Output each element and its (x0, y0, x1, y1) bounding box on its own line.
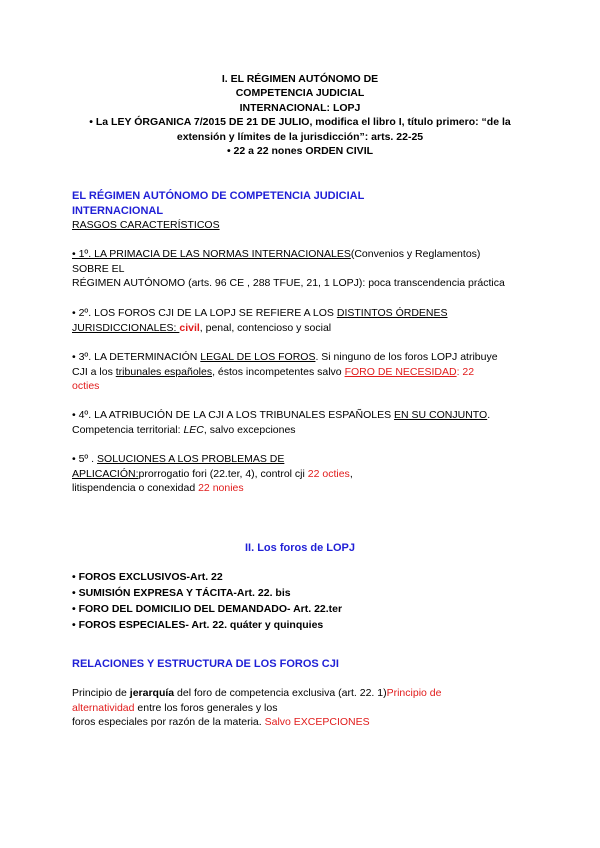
section-title-foros: II. Los foros de LOPJ (244, 542, 356, 554)
p6-text-a: Principio de (72, 687, 130, 699)
p3-text-a: • 3º. LA DETERMINACIÓN (72, 351, 201, 363)
p3-red-22: : 22 (456, 365, 475, 378)
header-line-3: INTERNACIONAL: LOPJ (239, 101, 361, 114)
p2-rest: , penal, contencioso y social (199, 321, 332, 334)
section-subtitle (72, 218, 532, 233)
foros-list (72, 569, 342, 633)
paragraph-6 (72, 686, 532, 730)
p3-underlined-2: tribunales españoles, (115, 365, 215, 378)
p5-red-nonies: 22 nonies (198, 482, 244, 494)
paragraph-5 (72, 452, 532, 496)
p5-text-c: , (349, 467, 353, 480)
p1-underlined: • 1º. LA PRIMACIA DE LAS NORMAS INTERNACIONALES (72, 248, 351, 260)
p1-line-3: RÉGIMEN AUTÓNOMO (arts. 96 CE , 288 TFUE, 21, 1 LOPJ): poca transcendencia práctica (72, 277, 505, 289)
p5-text-d: litispendencia o conexidad (72, 482, 199, 494)
p3-text-d: éstos incompetentes salvo (215, 365, 345, 378)
list-item: • SUMISIÓN EXPRESA Y TÁCITA-Art. 22. bis (72, 587, 291, 599)
p2-text: • 2º. LOS FOROS CJI DE LA LOPJ SE REFIERE A LOS (72, 307, 337, 319)
p1-text: (Convenios y Reglamentos) (350, 248, 481, 260)
paragraph-2 (72, 306, 532, 335)
header-line-1: I. EL RÉGIMEN AUTÓNOMO DE (221, 73, 379, 85)
list-item: • FOROS ESPECIALES- Art. 22. quáter y quinquies (72, 619, 324, 631)
list-item: • FOROS EXCLUSIVOS-Art. 22 (72, 571, 223, 583)
p2-underlined-1: DISTINTOS ÓRDENES (336, 307, 448, 319)
section-title-line-2: INTERNACIONAL (72, 205, 164, 217)
p3-text-c: CJI a los (72, 365, 116, 378)
p1-line-2: SOBRE EL (72, 262, 125, 275)
p4-text-b: . (487, 409, 491, 421)
document-header (0, 72, 600, 158)
p4-italic-lec: LEC (183, 423, 204, 436)
p4-text-d: , salvo excepciones (203, 423, 296, 436)
p6-red-alternatividad: alternatividad (72, 701, 135, 714)
p6-text-d: entre los foros generales y los (134, 701, 278, 714)
p4-underlined: EN SU CONJUNTO (394, 409, 488, 421)
list-item: • FORO DEL DOMICILIO DEL DEMANDADO- Art. 22.ter (72, 603, 343, 615)
p3-underlined: LEGAL DE LOS FOROS (200, 351, 316, 363)
p6-bold-jerarquia: jerarquía (129, 687, 175, 699)
p4-text-a: • 4º. LA ATRIBUCIÓN DE LA CJI A LOS TRIBUNALES ESPAÑOLES (72, 409, 395, 421)
p2-red-civil: civil (179, 321, 200, 334)
p3-red-octies: octies (72, 380, 100, 392)
header-line-4: • La LEY ÓRGANICA 7/2015 DE 21 DE JULIO, modifica el libro I, título primero: “de la (89, 116, 511, 129)
p5-text-b: prorrogatio fori (22.ter, 4), control cji (138, 467, 308, 480)
paragraph-3 (72, 350, 532, 394)
section-title-relaciones: RELACIONES Y ESTRUCTURA DE LOS FOROS CJI (72, 658, 339, 670)
p6-red-principio: Principio de (386, 687, 442, 699)
section-title-line-1: EL RÉGIMEN AUTÓNOMO DE COMPETENCIA JUDICIAL (72, 190, 365, 202)
p6-text-c: del foro de competencia exclusiva (art. 22. 1) (174, 687, 387, 699)
paragraph-4 (72, 408, 532, 437)
section-title-regimen (72, 189, 364, 219)
subtitle-rasgos: RASGOS CARACTERÍSTICOS (72, 219, 220, 231)
p3-text-b: . Si ninguno de los foros LOPJ atribuye (315, 351, 498, 363)
p5-underlined-2: APLICACIÓN: (72, 467, 139, 480)
p5-red-octies: 22 octies (307, 467, 350, 480)
p3-red-foro: FORO DE NECESIDAD (344, 365, 457, 378)
paragraph-1 (72, 247, 532, 291)
header-line-6: • 22 a 22 nones ORDEN CIVIL (226, 145, 374, 158)
header-line-5: extensión y límites de la jurisdicción”: arts. 22-25 (176, 130, 424, 143)
p6-text-e: foros especiales por razón de la materia. (72, 716, 265, 728)
p2-underlined-2: JURISDICCIONALES: (72, 321, 180, 334)
p6-red-excepciones: Salvo EXCEPCIONES (264, 716, 370, 728)
header-line-2: COMPETENCIA JUDICIAL (235, 87, 365, 100)
p5-underlined-1: SOLUCIONES A LOS PROBLEMAS DE (97, 453, 285, 465)
p4-text-c: Competencia territorial: (72, 423, 184, 436)
p5-text-a: • 5º . (72, 453, 98, 465)
